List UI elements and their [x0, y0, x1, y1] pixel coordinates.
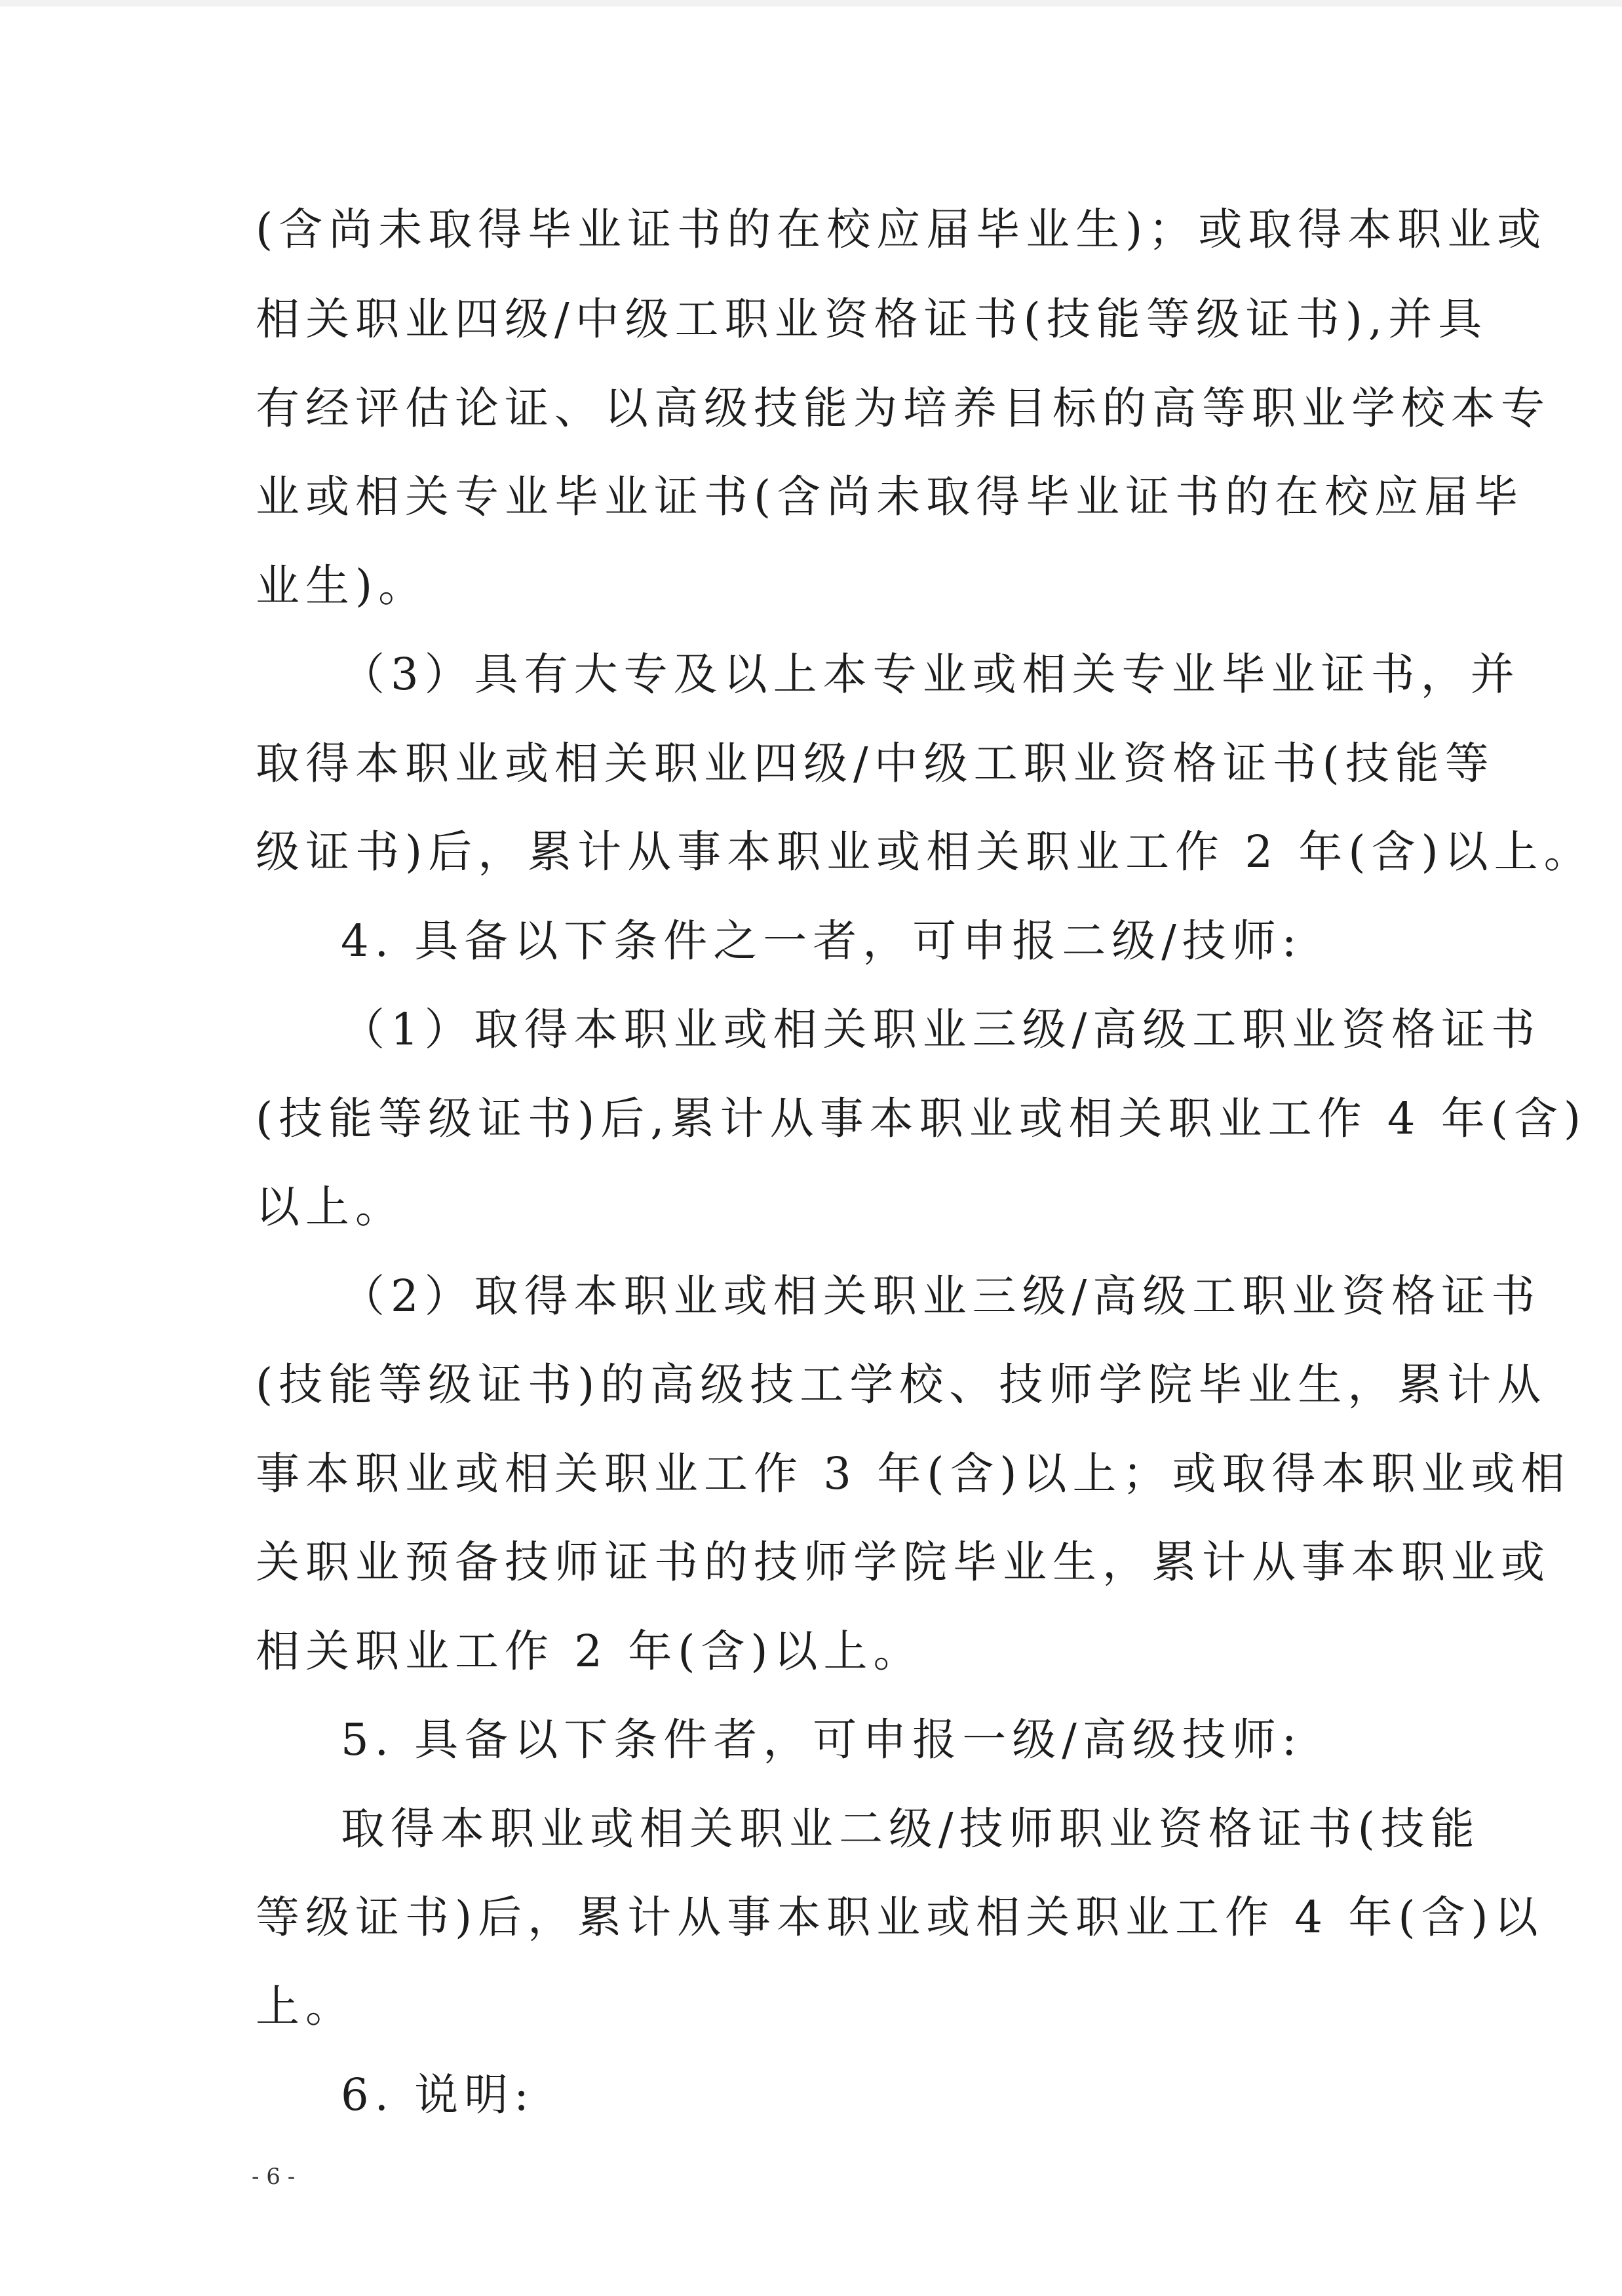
text-line: 上。 — [256, 1981, 355, 2032]
page-top-scan-edge — [0, 0, 1622, 7]
text-line: 相关职业工作 2 年(含)以上。 — [256, 1626, 923, 1677]
text-line: (技能等级证书)的高级技工学校、技师学院毕业生，累计从 — [256, 1359, 1547, 1410]
text-line: （3）具有大专及以上本专业或相关专业毕业证书，并 — [341, 649, 1520, 700]
text-line: 有经评估论证、以高级技能为培养目标的高等职业学校本专 — [256, 383, 1551, 434]
section-heading: 5. 具备以下条件者，可申报一级/高级技师: — [341, 1714, 1303, 1765]
section-heading: 4. 具备以下条件之一者，可申报二级/技师: — [341, 915, 1303, 966]
text-line: 级证书)后，累计从事本职业或相关职业工作 2 年(含)以上。 — [256, 826, 1594, 877]
text-line: 关职业预备技师证书的技师学院毕业生，累计从事本职业或 — [256, 1537, 1551, 1588]
text-line: 事本职业或相关职业工作 3 年(含)以上；或取得本职业或相 — [256, 1448, 1571, 1499]
text-line: 以上。 — [256, 1181, 405, 1233]
text-line: (技能等级证书)后,累计从事本职业或相关职业工作 4 年(含) — [256, 1093, 1587, 1144]
page-number: - 6 - — [252, 2164, 296, 2190]
text-line: （2）取得本职业或相关职业三级/高级工职业资格证书 — [341, 1271, 1541, 1322]
text-line: 业或相关专业毕业证书(含尚未取得毕业证书的在校应届毕 — [256, 471, 1524, 522]
text-line: 等级证书)后，累计从事本职业或相关职业工作 4 年(含)以 — [256, 1892, 1544, 1943]
text-line: （1）取得本职业或相关职业三级/高级工职业资格证书 — [341, 1004, 1541, 1055]
text-line: (含尚未取得毕业证书的在校应届毕业生)；或取得本职业或 — [256, 204, 1547, 255]
section-heading: 6. 说明: — [341, 2069, 535, 2120]
text-line: 取得本职业或相关职业四级/中级工职业资格证书(技能等 — [256, 738, 1495, 789]
text-line: 相关职业四级/中级工职业资格证书(技能等级证书),并具 — [256, 294, 1488, 345]
text-line: 取得本职业或相关职业二级/技师职业资格证书(技能 — [341, 1803, 1480, 1854]
text-line: 业生)。 — [256, 560, 429, 611]
